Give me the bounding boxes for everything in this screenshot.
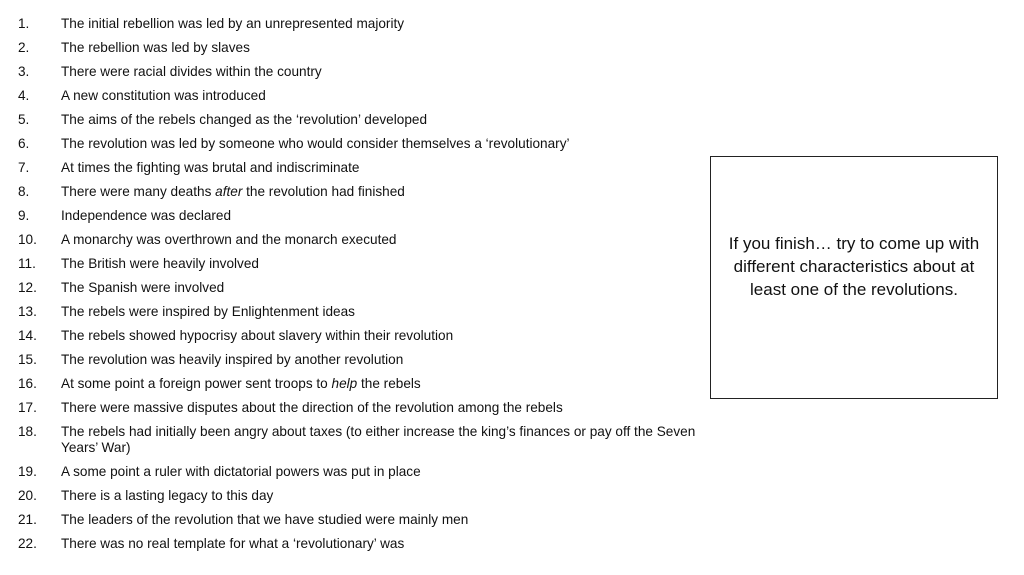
list-item-text <box>61 424 708 455</box>
text-run: There were many deaths <box>61 184 216 199</box>
list-item-number: 20. <box>18 487 37 503</box>
list-item-number: 22. <box>18 535 37 551</box>
text-run: The Spanish were involved <box>61 280 225 295</box>
list-item <box>18 328 708 344</box>
list-item <box>18 160 708 176</box>
list-item-number: 7. <box>18 160 30 175</box>
list-item <box>18 464 708 480</box>
list-item-text <box>61 88 708 104</box>
text-run: The initial rebellion was led by an unrepresented majority <box>61 16 405 31</box>
text-run: The leaders of the revolution that we have studied were mainly men <box>61 511 469 527</box>
text-run: There were racial divides within the country <box>61 64 322 79</box>
list-item <box>18 376 708 392</box>
list-item-text <box>61 488 708 504</box>
list-item-number: 21. <box>18 511 37 527</box>
list-item-text <box>61 64 708 80</box>
list-item <box>18 512 708 528</box>
list-item <box>18 304 708 320</box>
text-run: The rebels had initially been angry about taxes (to either increase the king’s finances or pay off the Seven Years’ War) <box>61 424 696 455</box>
list-item <box>18 400 708 416</box>
list-item-text <box>61 304 708 320</box>
text-run: A new constitution was introduced <box>61 88 266 103</box>
text-run: The aims of the rebels changed as the ‘revolution’ developed <box>61 112 428 127</box>
list-item <box>18 280 708 296</box>
list-item-text <box>61 16 708 32</box>
list-item-text <box>61 536 708 552</box>
text-run: There is a lasting legacy to this day <box>61 487 274 503</box>
text-run: At some point a foreign power sent troops to <box>61 376 332 391</box>
list-item-number: 10. <box>18 232 37 247</box>
list-item <box>18 40 708 56</box>
list-item-text <box>61 464 708 480</box>
list-item-number: 16. <box>18 376 37 391</box>
list-item <box>18 88 708 104</box>
list-item-text <box>61 184 708 200</box>
list-item <box>18 488 708 504</box>
list-item <box>18 208 708 224</box>
list-item-number: 17. <box>18 400 37 415</box>
list-item-number: 4. <box>18 88 30 103</box>
text-run: A some point a ruler with dictatorial powers was put in place <box>61 463 421 479</box>
text-run: There were massive disputes about the direction of the revolution among the rebels <box>61 400 563 415</box>
list-item-text <box>61 136 708 152</box>
text-run: The rebels were inspired by Enlightenment ideas <box>61 304 355 319</box>
list-item-number: 13. <box>18 304 37 319</box>
text-run: the rebels <box>357 376 421 391</box>
text-run: The rebellion was led by slaves <box>61 40 250 55</box>
text-run: At times the fighting was brutal and indiscriminate <box>61 160 360 175</box>
list-item <box>18 16 708 32</box>
list-item-number: 1. <box>18 16 30 31</box>
list-item-number: 18. <box>18 424 37 439</box>
list-item-number: 6. <box>18 136 30 151</box>
list-item <box>18 64 708 80</box>
text-run: The revolution was heavily inspired by another revolution <box>61 352 404 367</box>
list-item-number: 9. <box>18 208 30 223</box>
list-item <box>18 424 708 455</box>
list-item <box>18 536 708 552</box>
list-item-number: 8. <box>18 184 30 199</box>
text-run: The rebels showed hypocrisy about slavery within their revolution <box>61 328 454 343</box>
list-item-text <box>61 160 708 176</box>
list-item <box>18 112 708 128</box>
list-item-text <box>61 40 708 56</box>
list-item-text <box>61 512 708 528</box>
list-item-number: 3. <box>18 64 30 79</box>
list-item-number: 14. <box>18 328 37 343</box>
list-item-number: 15. <box>18 352 37 367</box>
text-run: The British were heavily involved <box>61 256 259 271</box>
extension-task-text: If you finish… try to come up with different characteristics about at least one of the revolutions. <box>728 234 980 299</box>
list-item <box>18 184 708 200</box>
list-item-number: 12. <box>18 280 37 295</box>
list-item-text <box>61 112 708 128</box>
text-run: A monarchy was overthrown and the monarch executed <box>61 232 397 247</box>
list-item-text <box>61 352 708 368</box>
list-item-number: 5. <box>18 112 30 127</box>
list-item-text <box>61 376 708 392</box>
emphasis-text: after <box>215 184 243 199</box>
list-item-number: 2. <box>18 40 30 55</box>
list-item-text <box>61 280 708 296</box>
text-run: Independence was declared <box>61 208 232 223</box>
list-item-number: 19. <box>18 463 37 479</box>
extension-task-box <box>710 156 998 399</box>
list-item <box>18 256 708 272</box>
list-item <box>18 352 708 368</box>
list-item-text <box>61 256 708 272</box>
list-item <box>18 136 708 152</box>
text-run: the revolution had finished <box>242 184 405 199</box>
list-item <box>18 232 708 248</box>
characteristics-list <box>18 16 708 560</box>
list-item-text <box>61 328 708 344</box>
list-item-text <box>61 232 708 248</box>
list-item-text <box>61 400 708 416</box>
list-item-text <box>61 208 708 224</box>
emphasis-text: help <box>331 376 358 391</box>
list-item-number: 11. <box>18 256 36 271</box>
text-run: There was no real template for what a ‘revolutionary’ was <box>61 535 405 551</box>
text-run: The revolution was led by someone who would consider themselves a ‘revolutionary’ <box>61 136 570 151</box>
